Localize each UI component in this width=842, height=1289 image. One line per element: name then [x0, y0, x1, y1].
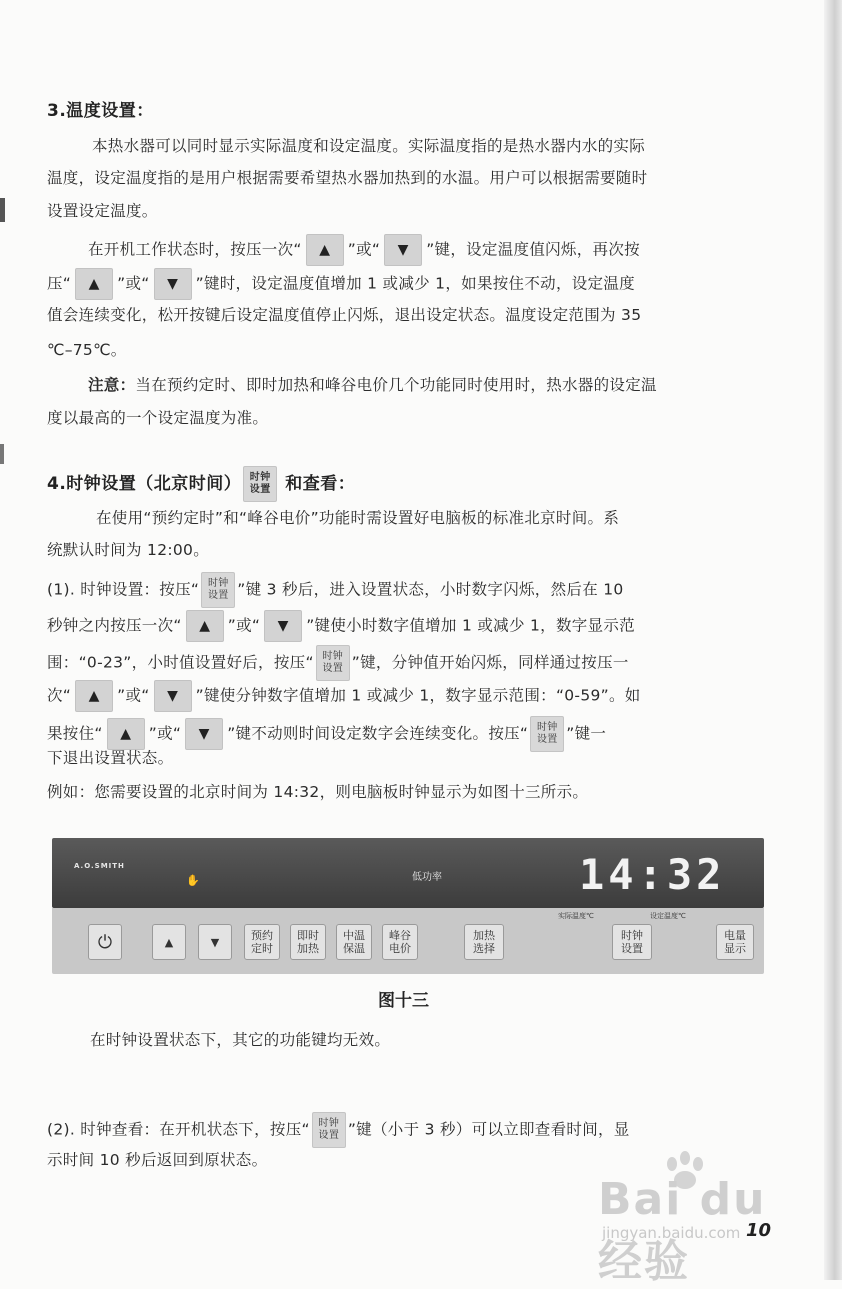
watermark-logo: Bai du 经验	[598, 1174, 767, 1287]
paragraph-line: 例如：您需要设置的北京时间为 14:32，则电脑板时钟显示为如图十三所示。	[47, 783, 589, 801]
up-key-icon: ▲	[306, 234, 344, 266]
note-line: 注意：当在预约定时、即时加热和峰谷电价几个功能同时使用时，热水器的设定温	[88, 376, 657, 394]
display-strip	[52, 838, 764, 908]
timer-button[interactable]: 预约 定时	[244, 924, 280, 960]
section-4-title: 4.时钟设置（北京时间） 时钟 设置 和查看：	[47, 466, 355, 502]
note-label: 注意：	[88, 376, 136, 394]
paragraph-line: 次“ ▲ ”或“ ▼ ”键使分钟数字值增加 1 或减少 1，数字显示范围：“0-59”。如	[47, 680, 641, 712]
down-key-icon: ▼	[154, 268, 192, 300]
up-button[interactable]: ▲	[152, 924, 186, 960]
paragraph-line: (2). 时钟查看：在开机状态下，按压“ 时钟 设置 ”键（小于 3 秒）可以立即查看时间，显	[47, 1112, 630, 1148]
clock-display: 14:32	[579, 850, 726, 899]
page-edge-shadow	[824, 0, 842, 1280]
section-3-title: 3.温度设置：	[47, 101, 154, 121]
scan-mark	[0, 198, 5, 222]
set-temp-label: 设定温度℃	[650, 912, 686, 920]
paragraph-line: 温度，设定温度指的是用户根据需要希望热水器加热到的水温。用户可以根据需要随时	[47, 169, 648, 187]
note-line: 度以最高的一个设定温度为准。	[47, 409, 269, 427]
paragraph-line: 在使用“预约定时”和“峰谷电价”功能时需设置好电脑板的标准北京时间。系	[96, 509, 620, 527]
clock-set-key-icon: 时钟 设置	[201, 572, 235, 608]
paragraph-line: 设置设定温度。	[47, 202, 158, 220]
power-display-button[interactable]: 电量 显示	[716, 924, 754, 960]
paragraph-line: 围：“0-23”，小时值设置好后，按压“ 时钟 设置 ”键，分钟值开始闪烁，同样通过按压一	[47, 645, 629, 681]
watermark-url: jingyan.baidu.com	[602, 1224, 741, 1242]
paragraph-line: 在开机工作状态时，按压一次“ ▲ ”或“ ▼ ”键，设定温度值闪烁，再次按	[88, 234, 640, 266]
low-power-indicator: 低功率	[412, 872, 442, 883]
paragraph-line: (1). 时钟设置：按压“ 时钟 设置 ”键 3 秒后，进入设置状态，小时数字闪烁，然后在 10	[47, 572, 624, 608]
paragraph-line: 在时钟设置状态下，其它的功能键均无效。	[90, 1031, 391, 1049]
up-key-icon: ▲	[107, 718, 145, 750]
mid-temp-button[interactable]: 中温 保温	[336, 924, 372, 960]
down-key-icon: ▼	[154, 680, 192, 712]
figure-caption: 图十三	[378, 991, 429, 1011]
paragraph-line: 果按住“ ▲ ”或“ ▼ ”键不动则时间设定数字会连续变化。按压“ 时钟 设置 ”键一	[47, 716, 606, 752]
button-strip	[52, 908, 764, 974]
instant-heat-button[interactable]: 即时 加热	[290, 924, 326, 960]
paragraph-line: 值会连续变化，松开按键后设定温度值停止闪烁，退出设定状态。温度设定范围为 35	[47, 306, 642, 324]
paragraph-line: 下退出设置状态。	[47, 749, 174, 767]
heat-select-button[interactable]: 加热 选择	[464, 924, 504, 960]
paragraph-line: 本热水器可以同时显示实际温度和设定温度。实际温度指的是热水器内水的实际	[92, 137, 646, 155]
up-key-icon: ▲	[186, 610, 224, 642]
power-button[interactable]: ⏻	[88, 924, 122, 960]
clock-set-key-icon: 时钟 设置	[312, 1112, 346, 1148]
actual-temp-label: 实际温度℃	[558, 912, 594, 920]
paragraph-line: 秒钟之内按压一次“ ▲ ”或“ ▼ ”键使小时数字值增加 1 或减少 1，数字显示范	[47, 610, 635, 642]
brand-logo: A.O.SMITH	[74, 862, 125, 870]
clock-set-key-icon: 时钟 设置	[316, 645, 350, 681]
clock-set-key-icon: 时钟 设置	[530, 716, 564, 752]
paragraph-line: 统默认时间为 12:00。	[47, 541, 209, 559]
paragraph-line: 压“ ▲ ”或“ ▼ ”键时，设定温度值增加 1 或减少 1，如果按住不动，设定温度	[47, 268, 635, 300]
page-number: 10	[746, 1220, 772, 1241]
paragraph-line: ℃–75℃。	[47, 341, 127, 359]
peak-valley-button[interactable]: 峰谷 电价	[382, 924, 418, 960]
down-key-icon: ▼	[185, 718, 223, 750]
scan-mark	[0, 444, 4, 464]
down-key-icon: ▼	[384, 234, 422, 266]
up-key-icon: ▲	[75, 680, 113, 712]
clock-set-button[interactable]: 时钟 设置	[612, 924, 652, 960]
down-key-icon: ▼	[264, 610, 302, 642]
hand-icon: ✋	[186, 874, 200, 887]
control-panel-figure	[52, 838, 764, 974]
paragraph-line: 示时间 10 秒后返回到原状态。	[47, 1151, 268, 1169]
clock-set-key-icon: 时钟 设置	[243, 466, 277, 502]
up-key-icon: ▲	[75, 268, 113, 300]
down-button[interactable]: ▼	[198, 924, 232, 960]
